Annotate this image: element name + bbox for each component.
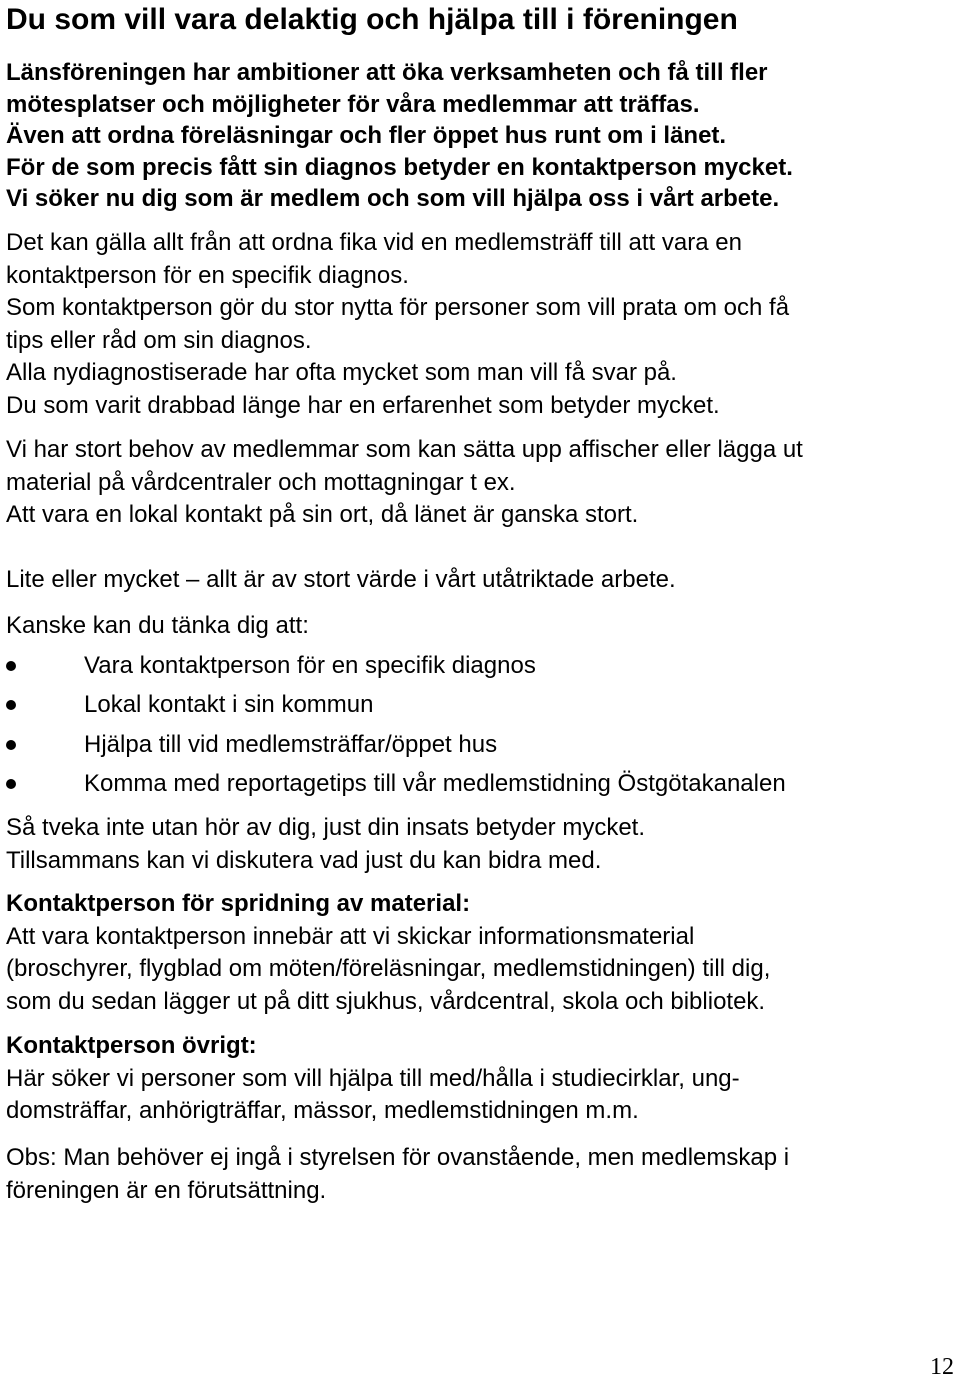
intro-line: För de som precis fått sin diagnos betyder en kontaktperson mycket. bbox=[6, 153, 793, 181]
section-material-contact bbox=[6, 888, 770, 1018]
text-line: tips eller råd om sin diagnos. bbox=[6, 326, 312, 354]
paragraph-tasks bbox=[6, 227, 789, 422]
list-item-text: Komma med reportagetips till vår medlemstidning Östgötakanalen bbox=[84, 770, 786, 798]
intro-paragraph bbox=[6, 57, 793, 215]
text-line: Så tveka inte utan hör av dig, just din insats betyder mycket. bbox=[6, 814, 645, 841]
list-item bbox=[6, 764, 786, 803]
section-heading: Kontaktperson för spridning av material: bbox=[6, 890, 471, 917]
paragraph-value bbox=[6, 564, 676, 597]
intro-line: Vi söker nu dig som är medlem och som vill hjälpa oss i vårt arbete. bbox=[6, 185, 780, 213]
text-line: Lite eller mycket – allt är av stort värde i vårt utåtriktade arbete. bbox=[6, 566, 676, 593]
intro-line: mötesplatser och möjligheter för våra medlemmar att träffas. bbox=[6, 90, 700, 118]
text-line: Obs: Man behöver ej ingå i styrelsen för ovanstående, men medlemskap i bbox=[6, 1144, 790, 1171]
text-line: Att vara kontaktperson innebär att vi skickar informationsmaterial bbox=[6, 922, 695, 950]
paragraph-needs bbox=[6, 434, 803, 532]
section-other-contact bbox=[6, 1030, 740, 1128]
list-item bbox=[6, 725, 786, 764]
bullet-icon bbox=[6, 740, 16, 750]
intro-line: Länsföreningen har ambitioner att öka verksamheten och få till fler bbox=[6, 59, 768, 86]
list-item-text: Lokal kontakt i sin kommun bbox=[84, 691, 374, 719]
text-line: Vi har stort behov av medlemmar som kan sätta upp affischer eller lägga ut bbox=[6, 436, 803, 463]
list-item-text: Hjälpa till vid medlemsträffar/öppet hus bbox=[84, 730, 498, 758]
text-line: material på vårdcentraler och mottagningar t ex. bbox=[6, 468, 516, 496]
paragraph-bullets-intro bbox=[6, 610, 309, 643]
paragraph-obs bbox=[6, 1142, 789, 1207]
bullet-icon bbox=[6, 661, 16, 671]
text-line: kontaktperson för en specifik diagnos. bbox=[6, 261, 409, 289]
intro-line: Även att ordna föreläsningar och fler öppet hus runt om i länet. bbox=[6, 122, 727, 150]
paragraph-contact-us bbox=[6, 812, 645, 877]
text-line: föreningen är en förutsättning. bbox=[6, 1176, 327, 1204]
text-line: Kanske kan du tänka dig att: bbox=[6, 612, 309, 639]
bullet-icon bbox=[6, 779, 16, 789]
text-line: Här söker vi personer som vill hjälpa till med/hålla i studiecirklar, ung- bbox=[6, 1064, 740, 1092]
text-line: Alla nydiagnostiserade har ofta mycket som man vill få svar på. bbox=[6, 359, 677, 386]
section-heading: Kontaktperson övrigt: bbox=[6, 1032, 257, 1059]
text-line: domsträffar, anhörigträffar, mässor, medlemstidningen m.m. bbox=[6, 1097, 639, 1124]
text-line: som du sedan lägger ut på ditt sjukhus, vårdcentral, skola och bibliotek. bbox=[6, 987, 766, 1015]
list-item bbox=[6, 685, 786, 724]
page-number: 12 bbox=[930, 1354, 954, 1380]
bullet-icon bbox=[6, 700, 16, 710]
list-item bbox=[6, 646, 786, 685]
bullet-list bbox=[6, 646, 786, 804]
list-item-text: Vara kontaktperson för en specifik diagnos bbox=[84, 652, 536, 679]
text-line: Som kontaktperson gör du stor nytta för personer som vill prata om och få bbox=[6, 294, 790, 321]
page-title: Du som vill vara delaktig och hjälpa till i föreningen bbox=[6, 3, 738, 36]
text-line: Tillsammans kan vi diskutera vad just du kan bidra med. bbox=[6, 846, 602, 874]
text-line: (broschyrer, flygblad om möten/föreläsningar, medlemstidningen) till dig, bbox=[6, 955, 771, 982]
text-line: Att vara en lokal kontakt på sin ort, då länet är ganska stort. bbox=[6, 501, 639, 528]
text-line: Du som varit drabbad länge har en erfarenhet som betyder mycket. bbox=[6, 391, 720, 419]
text-line: Det kan gälla allt från att ordna fika vid en medlemsträff till att vara en bbox=[6, 229, 742, 256]
